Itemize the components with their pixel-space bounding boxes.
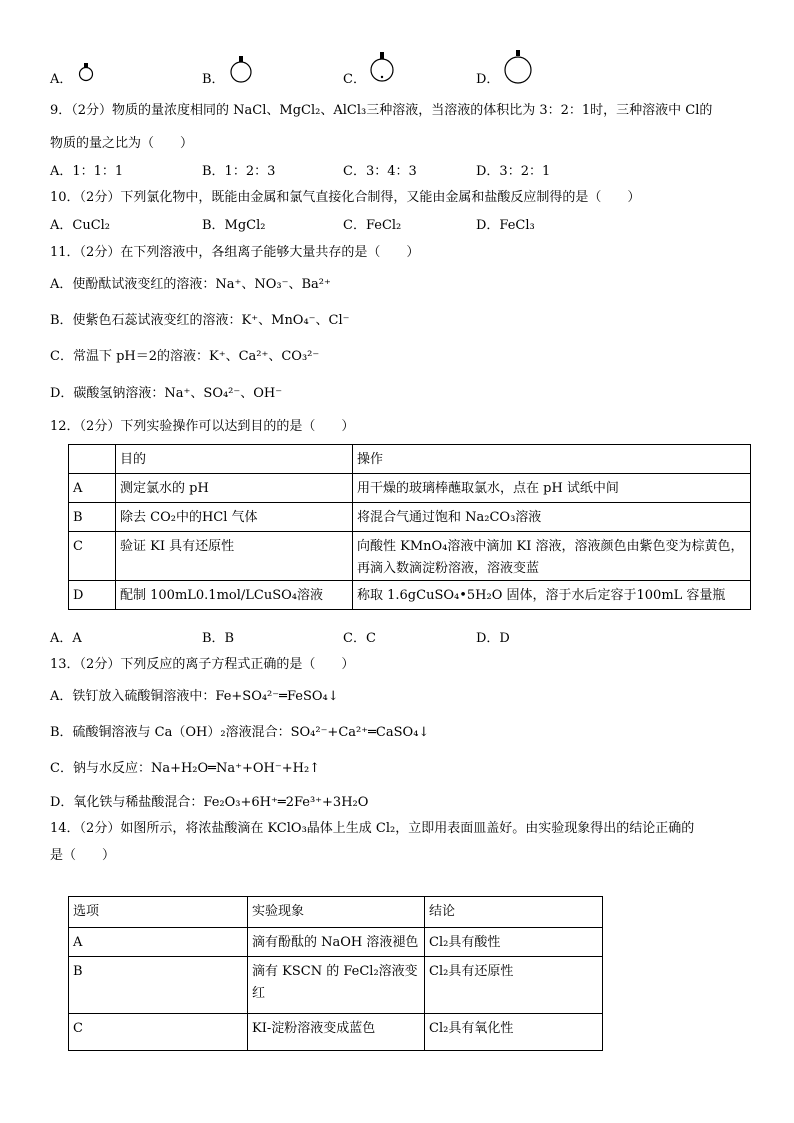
- q13-option-c: C．钠与水反应：Na+H₂O═Na⁺+OH⁻+H₂↑: [50, 761, 321, 776]
- large-flask-empty-icon: [496, 50, 536, 90]
- q13-stem: 13．（2分）下列反应的离子方程式正确的是（ ）: [50, 657, 355, 672]
- q8-option-d: [476, 50, 566, 90]
- q11-option-a: A．使酚酞试液变红的溶液：Na⁺、NO₃⁻、Ba²⁺: [50, 277, 331, 292]
- q12-option-b: B．B: [202, 631, 235, 646]
- q12-option-c: C．C: [343, 631, 376, 646]
- table-cell: 用干燥的玻璃棒蘸取氯水，点在 pH 试纸中间: [353, 474, 751, 503]
- table-cell: A: [69, 928, 248, 957]
- option-label: C．: [343, 72, 366, 87]
- q13-option-a: A．铁钉放入硫酸铜溶液中：Fe+SO₄²⁻═FeSO₄↓: [50, 689, 339, 704]
- q10-option-a: A．CuCl₂: [50, 218, 111, 233]
- table-header-row: [69, 445, 751, 474]
- q9-stem-line1: 9．（2分）物质的量浓度相同的 NaCl、MgCl₂、AlCl₃三种溶液，当溶液的体积比为 3：2：1时，三种溶液中 Cl的: [50, 103, 713, 118]
- q9-option-a: A．1：1：1: [50, 164, 124, 179]
- q13-option-b: B．硫酸铜溶液与 Ca（OH）₂溶液混合：SO₄²⁻+Ca²⁺═CaSO₄↓: [50, 725, 430, 740]
- table-cell: C: [69, 532, 116, 581]
- table-cell: 将混合气通过饱和 Na₂CO₃溶液: [353, 503, 751, 532]
- q8-options: [50, 50, 750, 90]
- option-label: D．: [476, 72, 500, 87]
- table-cell: 测定氯水的 pH: [116, 474, 353, 503]
- table-cell: C: [69, 1014, 248, 1051]
- table-cell: 实验现象: [248, 897, 425, 928]
- table-cell: 结论: [425, 897, 603, 928]
- table-row: [69, 532, 751, 581]
- table-cell: B: [69, 503, 116, 532]
- table-row: [69, 957, 603, 1014]
- table-cell: 选项: [69, 897, 248, 928]
- q9-stem-line2: 物质的量之比为（ ）: [50, 136, 194, 151]
- table-header-row: [69, 897, 603, 928]
- q14-stem-line2: 是（ ）: [50, 848, 116, 863]
- q8-option-b: [202, 50, 292, 90]
- table-cell: Cl₂具有酸性: [425, 928, 603, 957]
- q12-stem: 12．（2分）下列实验操作可以达到目的的是（ ）: [50, 419, 355, 434]
- option-label: A．: [50, 72, 73, 87]
- table-cell: [69, 445, 116, 474]
- flask-dot-icon: [363, 50, 397, 90]
- flask-empty-icon: [222, 50, 256, 90]
- table-cell: 操作: [353, 445, 751, 474]
- table-cell: B: [69, 957, 248, 1014]
- table-cell: 向酸性 KMnO₄溶液中滴加 KI 溶液，溶液颜色由紫色变为棕黄色，再滴入数滴淀粉溶液，溶液变蓝: [353, 532, 751, 581]
- table-cell: 验证 KI 具有还原性: [116, 532, 353, 581]
- q9-option-b: B．1：2：3: [202, 164, 276, 179]
- q8-option-a: [50, 50, 140, 90]
- q12-option-d: D．D: [476, 631, 510, 646]
- table-cell: 滴有 KSCN 的 FeCl₂溶液变红: [248, 957, 425, 1014]
- table-row: [69, 928, 603, 957]
- q11-stem: 11．（2分）在下列溶液中，各组离子能够大量共存的是（ ）: [50, 245, 420, 260]
- table-cell: Cl₂具有还原性: [425, 957, 603, 1014]
- q10-options: [50, 217, 750, 237]
- table-row: [69, 1014, 603, 1051]
- table-cell: KI-淀粉溶液变成蓝色: [248, 1014, 425, 1051]
- q9-option-d: D．3：2：1: [476, 164, 551, 179]
- small-flask-empty-icon: [70, 50, 100, 90]
- table-cell: 除去 CO₂中的HCl 气体: [116, 503, 353, 532]
- q10-stem: 10．（2分）下列氯化物中，既能由金属和氯气直接化合制得，又能由金属和盐酸反应制得的是（ ）: [50, 190, 641, 205]
- table-row: [69, 503, 751, 532]
- q8-option-c: [343, 50, 433, 90]
- table-cell: 配制 100mL0.1mol/LCuSO₄溶液: [116, 581, 353, 610]
- q9-option-c: C．3：4：3: [343, 164, 417, 179]
- q9-options: [50, 163, 750, 183]
- table-cell: 目的: [116, 445, 353, 474]
- table-cell: 滴有酚酞的 NaOH 溶液褪色: [248, 928, 425, 957]
- q11-option-c: C．常温下 pH＝2的溶液：K⁺、Ca²⁺、CO₃²⁻: [50, 349, 320, 364]
- q12-table: [68, 444, 751, 610]
- table-cell: D: [69, 581, 116, 610]
- table-cell: 称取 1.6gCuSO₄•5H₂O 固体，溶于水后定容于100mL 容量瓶: [353, 581, 751, 610]
- table-cell: A: [69, 474, 116, 503]
- table-cell: Cl₂具有氧化性: [425, 1014, 603, 1051]
- q13-option-d: D．氧化铁与稀盐酸混合：Fe₂O₃+6H⁺═2Fe³⁺+3H₂O: [50, 795, 369, 810]
- q10-option-c: C．FeCl₂: [343, 218, 402, 233]
- table-row: [69, 474, 751, 503]
- q11-option-b: B．使紫色石蕊试液变红的溶液：K⁺、MnO₄⁻、Cl⁻: [50, 313, 350, 328]
- q12-option-a: A．A: [50, 631, 82, 646]
- q10-option-d: D．FeCl₃: [476, 218, 535, 233]
- option-label: B．: [202, 72, 225, 87]
- q14-table: [68, 896, 603, 1051]
- q10-option-b: B．MgCl₂: [202, 218, 266, 233]
- q14-stem-line1: 14．（2分）如图所示，将浓盐酸滴在 KClO₃晶体上生成 Cl₂，立即用表面皿盖好。由实验现象得出的结论正确的: [50, 821, 695, 836]
- table-row: [69, 581, 751, 610]
- q11-option-d: D．碳酸氢钠溶液：Na⁺、SO₄²⁻、OH⁻: [50, 386, 283, 401]
- q12-options: [50, 630, 750, 650]
